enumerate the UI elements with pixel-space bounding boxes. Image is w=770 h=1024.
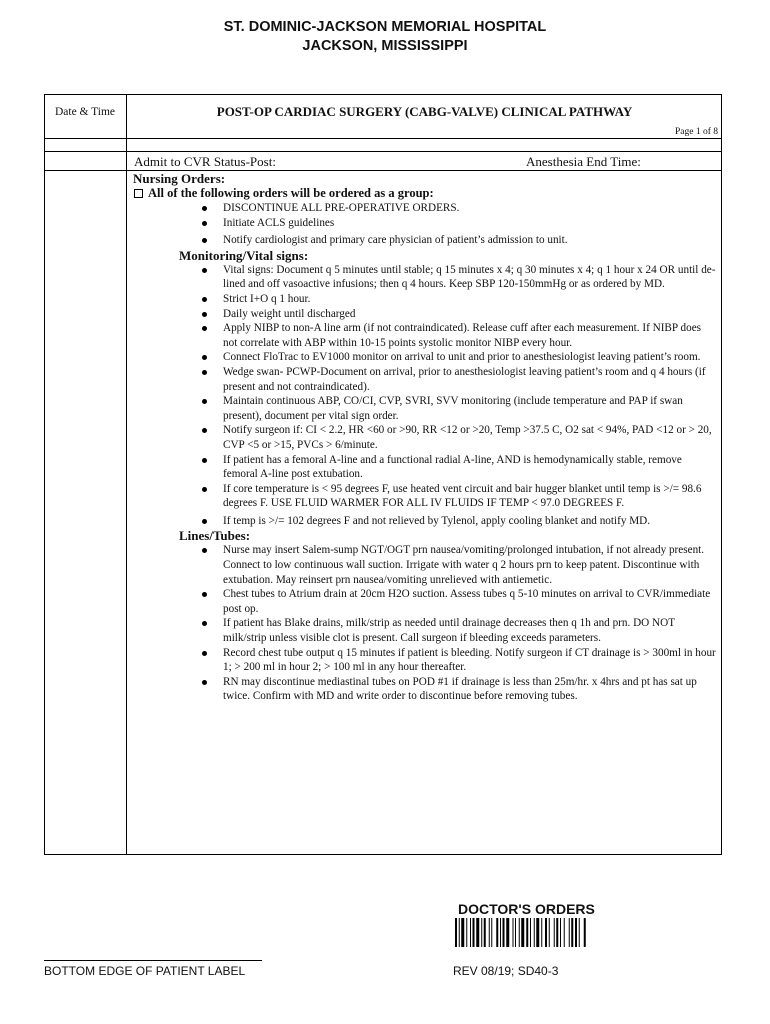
barcode-bar: [515, 918, 516, 947]
barcode-bar: [489, 918, 490, 947]
hospital-city: JACKSON, MISSISSIPPI: [302, 38, 468, 54]
barcode-bar: [571, 918, 573, 947]
barcode-bar: [534, 918, 535, 947]
lines-tubes-list: [133, 543, 718, 704]
bullet-icon: [202, 312, 207, 317]
barcode-bar: [541, 918, 542, 947]
list-item: If patient has Blake drains, milk/strip as needed until drainage decreases then q 1h and prn. DO NOT milk/strip unless visible clot is present. Call surgeon if bleeding exceeds parameters.: [133, 616, 718, 645]
barcode-bar: [526, 918, 528, 947]
barcode-bar: [461, 918, 464, 947]
barcode-bar: [575, 918, 577, 947]
barcode-bar: [579, 918, 580, 947]
bullet-icon: [202, 621, 207, 626]
list-item: Connect FloTrac to EV1000 monitor on arrival to unit and prior to anesthesiologist leaving patient’s room.: [133, 350, 718, 365]
barcode-bar: [500, 918, 501, 947]
revision-code: REV 08/19; SD40-3: [453, 964, 559, 978]
barcode-bar: [481, 918, 482, 947]
barcode-bar: [476, 918, 479, 947]
barcode-bar: [455, 918, 457, 947]
group-order-option[interactable]: [133, 186, 718, 201]
bullet-icon: [202, 399, 207, 404]
barcode-bar: [549, 918, 550, 947]
pathway-title: POST-OP CARDIAC SURGERY (CABG-VALVE) CLINICAL PATHWAY: [216, 104, 633, 119]
date-time-header: Date & Time: [54, 106, 116, 118]
patient-label-text: BOTTOM EDGE OF PATIENT LABEL: [44, 964, 246, 978]
bullet-icon: [202, 592, 207, 597]
nursing-orders-list: [133, 201, 718, 248]
list-item: If patient has a femoral A-line and a functional radial A-line, AND is hemodynamically stable, remove femoral A-line post extubation.: [133, 453, 718, 482]
bullet-icon: [202, 221, 207, 226]
bullet-icon: [202, 355, 207, 360]
list-item: Vital signs: Document q 5 minutes until stable; q 15 minutes x 4; q 30 minutes x 4; q 1 hour x 24 OR until de-lined and off vasoactive infusions; then q 4 hours. Keep SBP 120-150mmHg or as ordered by MD.: [133, 263, 718, 292]
anesthesia-end-time-label: Anesthesia End Time:: [526, 154, 641, 169]
bullet-icon: [202, 458, 207, 463]
barcode-bar: [466, 918, 467, 947]
barcode-bar: [496, 918, 498, 947]
list-item: Strict I+O q 1 hour.: [133, 292, 718, 307]
page-number: Page 1 of 8: [674, 127, 718, 137]
barcode-bar: [519, 918, 520, 947]
hospital-header: [0, 18, 770, 56]
bullet-icon: [202, 548, 207, 553]
barcode-bar: [556, 918, 558, 947]
list-item: RN may discontinue mediastinal tubes on POD #1 if drainage is less than 25m/hr. x 4hrs and pt has sat up twice. Confirm with MD and write order to discontinue before removing tubes.: [133, 675, 718, 704]
nursing-orders-heading: Nursing Orders:: [133, 171, 226, 186]
barcode-bar: [554, 918, 555, 947]
list-item: Daily weight until discharged: [133, 307, 718, 322]
list-item: Notify surgeon if: CI < 2.2, HR <60 or >90, RR <12 or >20, Temp >37.5 C, O2 sat < 94%, PAD <12 or > 20, CVP <5 or >15, PVCs > 6/minute.: [133, 423, 718, 452]
barcode-bar: [545, 918, 547, 947]
barcode-bar: [536, 918, 539, 947]
barcode-bar: [506, 918, 509, 947]
bullet-icon: [202, 238, 207, 243]
barcode-bar: [473, 918, 475, 947]
patient-label-line: [44, 960, 262, 961]
bullet-icon: [202, 428, 207, 433]
barcode-bar: [484, 918, 486, 947]
barcode-bar: [569, 918, 570, 947]
list-item: Wedge swan- PCWP-Document on arrival, prior to anesthesiologist leaving patient’s room and q 4 hours (if present and not contraindicated).: [133, 365, 718, 394]
list-item: If core temperature is < 95 degrees F, use heated vent circuit and bair hugger blanket until temp is >/= 98.6 degrees F. USE FLUID WARMER FOR ALL IV FLUIDS IF TEMP < 97.0 DEGREES F.: [133, 482, 718, 511]
group-order-label: All of the following orders will be ordered as a group:: [148, 186, 434, 200]
bullet-icon: [202, 297, 207, 302]
list-item: Initiate ACLS guidelines: [133, 216, 718, 231]
orders-content: [133, 171, 718, 704]
barcode-bar: [560, 918, 561, 947]
bullet-icon: [202, 206, 207, 211]
barcode-bar: [564, 918, 565, 947]
bullet-icon: [202, 651, 207, 656]
barcode-bar: [530, 918, 531, 947]
list-item: Chest tubes to Atrium drain at 20cm H2O suction. Assess tubes q 5-10 minutes on arrival to CVR/immediate post op.: [133, 587, 718, 616]
bullet-icon: [202, 268, 207, 273]
barcode-bar: [491, 918, 492, 947]
page-row-divider: [44, 151, 722, 152]
barcode-icon: [455, 918, 627, 947]
doctors-orders-label: DOCTOR'S ORDERS: [458, 901, 595, 917]
lines-tubes-heading: Lines/Tubes:: [179, 528, 251, 544]
barcode-bar: [521, 918, 524, 947]
list-item: Maintain continuous ABP, CO/CI, CVP, SVRI, SVV monitoring (include temperature and PAP if swan present), document per vital sign order.: [133, 394, 718, 423]
group-order-checkbox[interactable]: [134, 189, 143, 198]
list-item: Record chest tube output q 15 minutes if patient is bleeding. Notify surgeon if CT drainage is > 300ml in hour 1; > 200 ml in hour 2; > 100 ml in any hour thereafter.: [133, 646, 718, 675]
list-item: Notify cardiologist and primary care physician of patient’s admission to unit.: [133, 233, 718, 248]
title-row-divider: [44, 138, 722, 139]
barcode-bar: [459, 918, 460, 947]
bullet-icon: [202, 680, 207, 685]
monitoring-heading: Monitoring/Vital signs:: [179, 247, 309, 263]
monitoring-list: [133, 263, 718, 529]
bullet-icon: [202, 519, 207, 524]
barcode-bar: [470, 918, 471, 947]
barcode-bar: [513, 918, 514, 947]
bullet-icon: [202, 487, 207, 492]
bullet-icon: [202, 326, 207, 331]
list-item: DISCONTINUE ALL PRE-OPERATIVE ORDERS.: [133, 201, 718, 216]
barcode-bar: [584, 918, 586, 947]
list-item: Nurse may insert Salem-sump NGT/OGT prn nausea/vomiting/prolonged intubation, if not already present. Connect to low continuous wall suction. Irrigate with water q 2 hours prn to keep patent. Discontinue with extubation. May reinsert prn nausea/vomiting unrelieved with antiemetic.: [133, 543, 718, 587]
barcode-bar: [503, 918, 505, 947]
admit-status-label: Admit to CVR Status-Post:: [134, 154, 276, 169]
hospital-name: ST. DOMINIC-JACKSON MEMORIAL HOSPITAL: [223, 19, 547, 35]
list-item: Apply NIBP to non-A line arm (if not contraindicated). Release cuff after each measurement. If NIBP does not correlate with ABP within 10-15 points systolic monitor NIBP every hour.: [133, 321, 718, 350]
list-item: If temp is >/= 102 degrees F and not relieved by Tylenol, apply cooling blanket and notify MD.: [133, 514, 718, 529]
date-column-divider: [126, 94, 127, 855]
bullet-icon: [202, 370, 207, 375]
